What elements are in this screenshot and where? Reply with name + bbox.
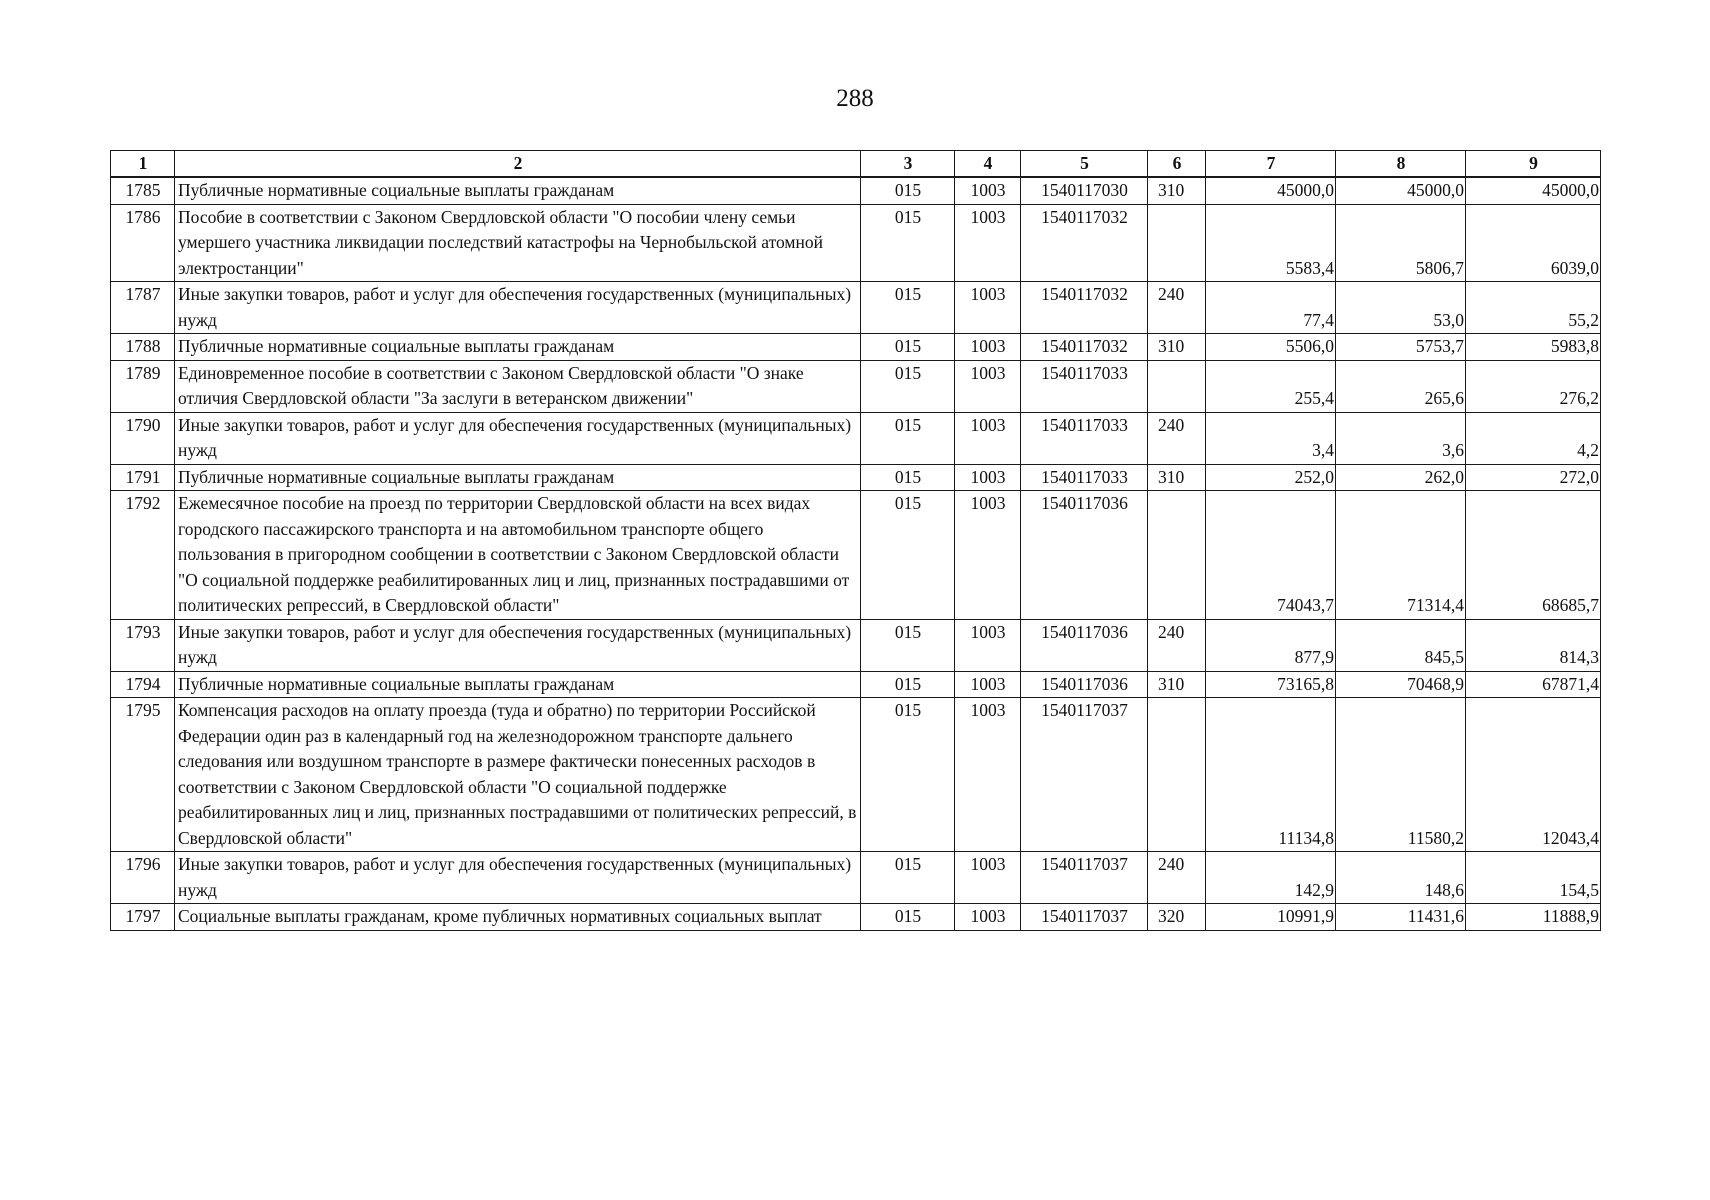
amount-year1-cell: 252,0 [1206, 464, 1336, 491]
target-article-cell: 1540117037 [1021, 698, 1148, 852]
amount-year3-cell: 272,0 [1466, 464, 1601, 491]
section-code-cell: 1003 [955, 282, 1021, 334]
description-cell: Иные закупки товаров, работ и услуг для обеспечения государственных (муниципальных) нужд [175, 852, 861, 904]
amount-year2-cell: 45000,0 [1336, 177, 1466, 204]
amount-year3-cell: 154,5 [1466, 852, 1601, 904]
row-number-cell: 1790 [111, 412, 175, 464]
table-row [111, 282, 1601, 334]
amount-year3-cell: 4,2 [1466, 412, 1601, 464]
amount-year3-cell: 68685,7 [1466, 491, 1601, 620]
amount-year3-cell: 814,3 [1466, 619, 1601, 671]
column-header: 7 [1206, 151, 1336, 178]
table-row [111, 464, 1601, 491]
amount-year3-cell: 276,2 [1466, 360, 1601, 412]
section-code-cell: 1003 [955, 698, 1021, 852]
amount-year1-cell: 73165,8 [1206, 671, 1336, 698]
description-cell: Публичные нормативные социальные выплаты гражданам [175, 334, 861, 361]
expense-type-cell: 240 [1148, 412, 1206, 464]
expense-type-cell: 310 [1148, 177, 1206, 204]
department-code-cell: 015 [861, 852, 955, 904]
row-number-cell: 1786 [111, 204, 175, 282]
description-cell: Публичные нормативные социальные выплаты гражданам [175, 671, 861, 698]
table-row [111, 619, 1601, 671]
table-row [111, 360, 1601, 412]
column-header: 2 [175, 151, 861, 178]
section-code-cell: 1003 [955, 491, 1021, 620]
table-row [111, 671, 1601, 698]
section-code-cell: 1003 [955, 360, 1021, 412]
section-code-cell: 1003 [955, 334, 1021, 361]
table-row [111, 852, 1601, 904]
row-number-cell: 1789 [111, 360, 175, 412]
department-code-cell: 015 [861, 282, 955, 334]
description-cell: Пособие в соответствии с Законом Свердловской области "О пособии члену семьи умершего участника ликвидации последствий катастрофы на Чернобыльской атомной электростанции" [175, 204, 861, 282]
target-article-cell: 1540117036 [1021, 491, 1148, 620]
column-header: 9 [1466, 151, 1601, 178]
expense-type-cell: 240 [1148, 619, 1206, 671]
amount-year1-cell: 74043,7 [1206, 491, 1336, 620]
expense-type-cell: 240 [1148, 282, 1206, 334]
department-code-cell: 015 [861, 360, 955, 412]
row-number-cell: 1794 [111, 671, 175, 698]
amount-year1-cell: 5506,0 [1206, 334, 1336, 361]
section-code-cell: 1003 [955, 464, 1021, 491]
table-row [111, 904, 1601, 931]
amount-year2-cell: 262,0 [1336, 464, 1466, 491]
target-article-cell: 1540117032 [1021, 282, 1148, 334]
description-cell: Иные закупки товаров, работ и услуг для обеспечения государственных (муниципальных) нужд [175, 619, 861, 671]
section-code-cell: 1003 [955, 412, 1021, 464]
expense-type-cell [1148, 204, 1206, 282]
section-code-cell: 1003 [955, 904, 1021, 931]
amount-year1-cell: 255,4 [1206, 360, 1336, 412]
amount-year2-cell: 53,0 [1336, 282, 1466, 334]
row-number-cell: 1795 [111, 698, 175, 852]
target-article-cell: 1540117033 [1021, 412, 1148, 464]
section-code-cell: 1003 [955, 619, 1021, 671]
description-cell: Единовременное пособие в соответствии с Законом Свердловской области "О знаке отличия Свердловской области "За заслуги в ветеранском движении" [175, 360, 861, 412]
row-number-cell: 1788 [111, 334, 175, 361]
row-number-cell: 1791 [111, 464, 175, 491]
expense-type-cell [1148, 360, 1206, 412]
amount-year1-cell: 11134,8 [1206, 698, 1336, 852]
description-cell: Публичные нормативные социальные выплаты гражданам [175, 464, 861, 491]
target-article-cell: 1540117030 [1021, 177, 1148, 204]
amount-year1-cell: 5583,4 [1206, 204, 1336, 282]
row-number-cell: 1785 [111, 177, 175, 204]
table-row [111, 412, 1601, 464]
amount-year3-cell: 11888,9 [1466, 904, 1601, 931]
table-row [111, 204, 1601, 282]
amount-year1-cell: 877,9 [1206, 619, 1336, 671]
target-article-cell: 1540117036 [1021, 671, 1148, 698]
expense-type-cell [1148, 491, 1206, 620]
target-article-cell: 1540117037 [1021, 904, 1148, 931]
amount-year2-cell: 70468,9 [1336, 671, 1466, 698]
amount-year2-cell: 3,6 [1336, 412, 1466, 464]
department-code-cell: 015 [861, 619, 955, 671]
section-code-cell: 1003 [955, 204, 1021, 282]
expense-type-cell: 240 [1148, 852, 1206, 904]
row-number-cell: 1796 [111, 852, 175, 904]
table-row [111, 698, 1601, 852]
amount-year1-cell: 77,4 [1206, 282, 1336, 334]
column-header: 4 [955, 151, 1021, 178]
row-number-cell: 1793 [111, 619, 175, 671]
column-header: 3 [861, 151, 955, 178]
table-row [111, 177, 1601, 204]
amount-year3-cell: 55,2 [1466, 282, 1601, 334]
department-code-cell: 015 [861, 412, 955, 464]
description-cell: Публичные нормативные социальные выплаты гражданам [175, 177, 861, 204]
department-code-cell: 015 [861, 177, 955, 204]
description-cell: Иные закупки товаров, работ и услуг для обеспечения государственных (муниципальных) нужд [175, 282, 861, 334]
amount-year1-cell: 3,4 [1206, 412, 1336, 464]
amount-year2-cell: 265,6 [1336, 360, 1466, 412]
description-cell: Ежемесячное пособие на проезд по территории Свердловской области на всех видах городского пассажирского транспорта и на автомобильном транспорте общего пользования в пригородном сообщении в соответствии с Законом Свердловской области "О социальной поддержке реабилитированных лиц и лиц, признанных пострадавшими от политических репрессий, в Свердловской области" [175, 491, 861, 620]
section-code-cell: 1003 [955, 852, 1021, 904]
amount-year2-cell: 5753,7 [1336, 334, 1466, 361]
description-cell: Иные закупки товаров, работ и услуг для обеспечения государственных (муниципальных) нужд [175, 412, 861, 464]
target-article-cell: 1540117037 [1021, 852, 1148, 904]
expense-type-cell: 310 [1148, 334, 1206, 361]
amount-year1-cell: 142,9 [1206, 852, 1336, 904]
section-code-cell: 1003 [955, 671, 1021, 698]
amount-year2-cell: 11580,2 [1336, 698, 1466, 852]
amount-year2-cell: 11431,6 [1336, 904, 1466, 931]
table-row [111, 334, 1601, 361]
department-code-cell: 015 [861, 334, 955, 361]
amount-year1-cell: 10991,9 [1206, 904, 1336, 931]
row-number-cell: 1787 [111, 282, 175, 334]
expense-type-cell: 310 [1148, 671, 1206, 698]
department-code-cell: 015 [861, 904, 955, 931]
target-article-cell: 1540117033 [1021, 464, 1148, 491]
amount-year1-cell: 45000,0 [1206, 177, 1336, 204]
target-article-cell: 1540117036 [1021, 619, 1148, 671]
department-code-cell: 015 [861, 204, 955, 282]
amount-year3-cell: 6039,0 [1466, 204, 1601, 282]
column-header: 5 [1021, 151, 1148, 178]
target-article-cell: 1540117033 [1021, 360, 1148, 412]
column-header: 1 [111, 151, 175, 178]
amount-year2-cell: 845,5 [1336, 619, 1466, 671]
department-code-cell: 015 [861, 698, 955, 852]
department-code-cell: 015 [861, 671, 955, 698]
amount-year3-cell: 67871,4 [1466, 671, 1601, 698]
amount-year3-cell: 5983,8 [1466, 334, 1601, 361]
amount-year2-cell: 148,6 [1336, 852, 1466, 904]
amount-year2-cell: 71314,4 [1336, 491, 1466, 620]
table-header-row [111, 151, 1601, 178]
column-header: 6 [1148, 151, 1206, 178]
row-number-cell: 1792 [111, 491, 175, 620]
description-cell: Социальные выплаты гражданам, кроме публичных нормативных социальных выплат [175, 904, 861, 931]
target-article-cell: 1540117032 [1021, 334, 1148, 361]
department-code-cell: 015 [861, 491, 955, 620]
page-number: 288 [836, 85, 874, 112]
section-code-cell: 1003 [955, 177, 1021, 204]
row-number-cell: 1797 [111, 904, 175, 931]
target-article-cell: 1540117032 [1021, 204, 1148, 282]
description-cell: Компенсация расходов на оплату проезда (туда и обратно) по территории Российской Федерации один раз в календарный год на железнодорожном транспорте дальнего следования или воздушном транспорте в размере фактически понесенных расходов в соответствии с Законом Свердловской области "О социальной поддержке реабилитированных лиц и лиц, признанных пострадавшими от политических репрессий, в Свердловской области" [175, 698, 861, 852]
column-header: 8 [1336, 151, 1466, 178]
expense-type-cell: 310 [1148, 464, 1206, 491]
department-code-cell: 015 [861, 464, 955, 491]
expense-type-cell: 320 [1148, 904, 1206, 931]
table-row [111, 491, 1601, 620]
amount-year3-cell: 12043,4 [1466, 698, 1601, 852]
table-body [111, 177, 1601, 930]
expense-type-cell [1148, 698, 1206, 852]
amount-year2-cell: 5806,7 [1336, 204, 1466, 282]
amount-year3-cell: 45000,0 [1466, 177, 1601, 204]
budget-table [110, 150, 1601, 931]
